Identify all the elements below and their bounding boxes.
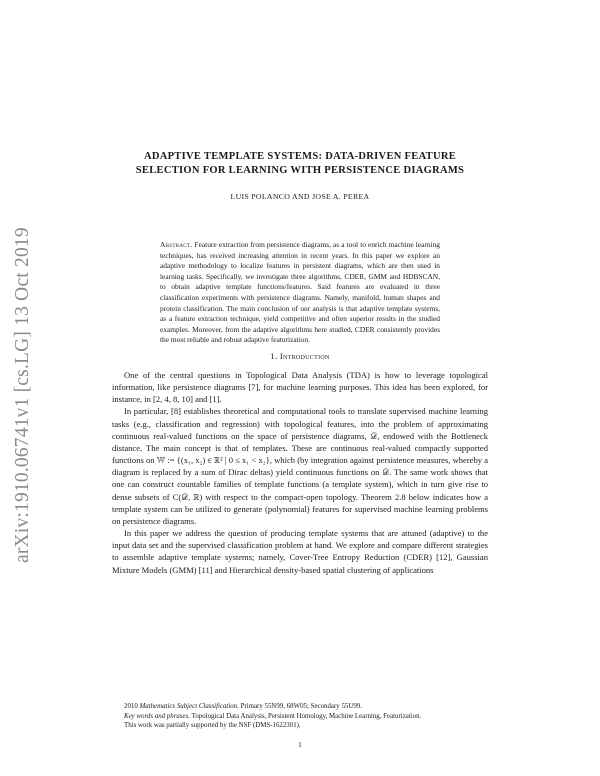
- keywords-text: Topological Data Analysis, Persistent Homology, Machine Learning, Featurization.: [191, 712, 422, 720]
- introduction-body: [112, 369, 488, 576]
- paper-title: [112, 150, 488, 178]
- paragraph: In this paper we address the question of producing template systems that are attuned (adaptive) to the input data set and the supervised classification problem at hand. We explore and compare different strategies to assemble adaptive template systems; namely, Cover-Tree Entropy Reduction (CDER) [12], Gaussian Mixture Models (GMM) [11] and Hierarchical density-based spatial clustering of applications: [112, 528, 488, 575]
- keywords-label: Key words and phrases.: [124, 712, 190, 720]
- footnote-keywords: [112, 712, 488, 722]
- title-line-2: SELECTION FOR LEARNING WITH PERSISTENCE DIAGRAMS: [135, 165, 465, 176]
- msc-text: Primary 55N99, 68W05; Secondary 55U99.: [240, 703, 362, 710]
- paper-authors: LUIS POLANCO AND JOSE A. PEREA: [230, 192, 370, 201]
- abstract-text: Feature extraction from persistence diagrams, as a tool to enrich machine learning techniques, has received increasing attention in recent years. In this paper we explore an adaptive methodology to localize features in persistent diagrams, which are then used in learning tasks. Specifically, we investigate three algorithms, CDER, GMM and HDBSCAN, to obtain adaptive template functions/features. Said features are evaluated in three classification experiments with persistence diagrams. Namely, manifold, human shapes and protein classification. The main conclusion of our analysis is that adaptive template systems, as a feature extraction technique, yield competitive and often superior results in the studied examples. Moreover, from the adaptive algorithms here studied, CDER consistently provides the most reliable and robust adaptive featurization.: [160, 240, 440, 345]
- msc-label: Mathematics Subject Classification.: [139, 703, 239, 710]
- section-heading-introduction: 1. Introduction: [270, 351, 330, 361]
- paragraph: One of the central questions in Topological Data Analysis (TDA) is how to leverage topological information, like persistence diagrams [7], for machine learning purposes. This idea has been explored, for instance, in [2, 4, 8, 10] and [1].: [112, 370, 488, 405]
- abstract: [160, 240, 440, 346]
- abstract-label: Abstract.: [160, 240, 193, 249]
- paragraph: In particular, [8] establishes theoretical and computational tools to translate supervised machine learning tasks (e.g., classification and regression) with topological features, into the problem of approximating continuous real-valued functions on the space of persistence diagrams, 𝒟, endowed with the Bottleneck distance. The main concept is that of templates. These are continuous real-valued compactly supported functions on 𝕎 := {(x₁, x₂) ∈ ℝ² | 0 ≤ x₁ < x₂}, which (by integration against persistence measures, whereby a diagram is replaced by a sum of Dirac deltas) yield continuous functions on 𝒟. The same work shows that one can construct countable families of template functions (a template system), which in turn give rise to dense subsets of C(𝒟, ℝ) with respect to the compact-open topology. Theorem 2.8 below indicates how a template system can be utilized to generate (polynomial) features for supervised machine learning problems on persistence diagrams.: [112, 406, 488, 526]
- msc-year: 2010: [124, 703, 138, 710]
- page-number: 1: [298, 740, 302, 749]
- footnote-msc: [112, 702, 488, 712]
- title-line-1: ADAPTIVE TEMPLATE SYSTEMS: DATA-DRIVEN FEATURE: [143, 151, 457, 162]
- footnote-support: This work was partially supported by the NSF (DMS-1622301).: [124, 722, 301, 730]
- footnotes: [112, 702, 488, 731]
- arxiv-identifier-stamp: arXiv:1910.06741v1 [cs.LG] 13 Oct 2019: [12, 227, 33, 563]
